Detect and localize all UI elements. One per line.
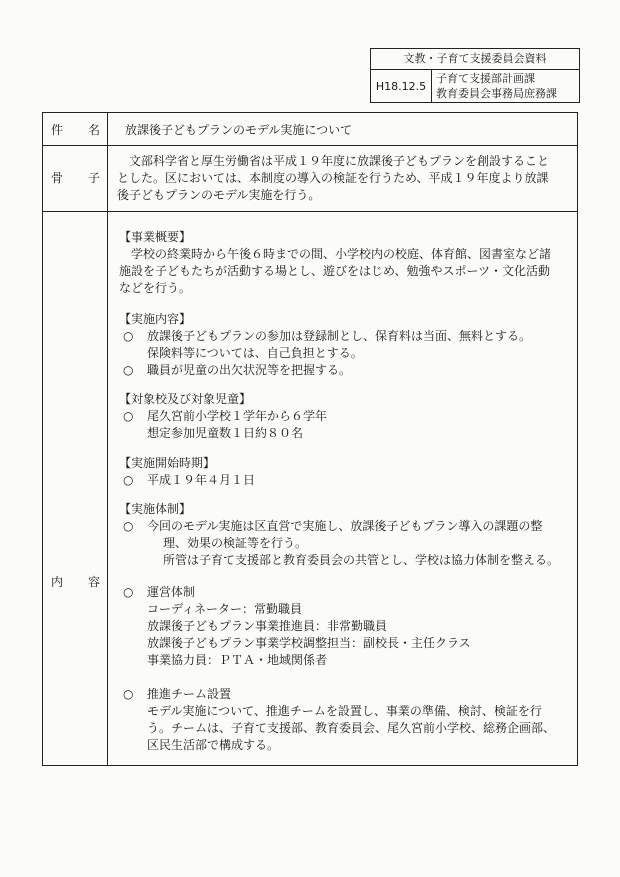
main-table — [42, 112, 578, 766]
circle-bullet-icon: ○ — [123, 473, 134, 487]
list-item: ○ 推進チーム設置 モデル実施について、推進チームを設置し、事業の準備、検討、検証を行 う。チームは、子育て支援部、教育委員会、尾久宮前小学校、総務企画部、 区民生活部で構成する。 — [123, 687, 556, 752]
target-section — [119, 391, 569, 442]
committee-material-title: 文教・子育て支援委員会資料 — [371, 49, 579, 70]
summary-content — [107, 145, 577, 211]
department-name: 子育て支援部計画課 — [436, 72, 535, 85]
section-heading: 【対象校及び対象児童】 — [119, 392, 252, 406]
document-header-box — [370, 48, 580, 103]
list-item: ○ 平成１９年４月１日 — [123, 473, 256, 487]
department-name: 教育委員会事務局庶務課 — [436, 87, 557, 100]
label-cell — [43, 113, 108, 145]
circle-bullet-icon: ○ — [123, 519, 134, 533]
subject-content — [107, 113, 577, 145]
summary-row — [43, 145, 577, 212]
department-list — [432, 70, 579, 102]
content-body — [107, 211, 577, 765]
section-heading: 【実施内容】 — [119, 312, 192, 326]
section-heading: 【実施開始時期】 — [119, 456, 216, 470]
circle-bullet-icon: ○ — [123, 409, 134, 423]
list-item: ○ 運営体制 コーディネーター：常勤職員 放課後子どもプラン事業推進員：非常勤職員 放課後子どもプラン事業学校調整担当：副校長・主任クラス 事業協力員：ＰＴＡ・地域関係者 — [123, 585, 471, 667]
circle-bullet-icon: ○ — [123, 585, 134, 599]
list-item: ○ 職員が児童の出欠状況等を把握する。 — [123, 363, 352, 377]
section-heading: 【事業概要】 — [119, 230, 192, 244]
section-heading: 【実施体制】 — [119, 502, 192, 516]
label-cell — [43, 211, 108, 765]
header-info-row — [371, 70, 579, 102]
label-cell — [43, 145, 108, 211]
list-item: ○ 放課後子どもプランの参加は登録制とし、保育料は当面、無料とする。 保険料等については、自己負担とする。 — [123, 329, 532, 360]
system-section — [119, 501, 569, 754]
summary-paragraph: 文部科学省と厚生労働省は平成１９年度に放課後子どもプランを創設すること とした。区においては、本制度の導入の検証を行うため、平成１９年度より放課 後子どもプランのモデル実施を行う。 — [117, 154, 550, 202]
implementation-section — [119, 311, 569, 379]
subject-label: 件 名 — [51, 123, 100, 137]
content-row — [43, 211, 577, 765]
start-section — [119, 455, 569, 489]
content-label: 内 容 — [51, 575, 100, 589]
subject-row — [43, 113, 577, 146]
subject-text: 放課後子どもプランのモデル実施について — [125, 123, 353, 137]
circle-bullet-icon: ○ — [123, 329, 134, 343]
circle-bullet-icon: ○ — [123, 687, 134, 701]
list-item: ○ 尾久宮前小学校１学年から６学年 想定参加児童数１日約８０名 — [123, 409, 328, 440]
document-date: H18.12.5 — [371, 70, 432, 102]
circle-bullet-icon: ○ — [123, 363, 134, 377]
overview-section: 【事業概要】 学校の終業時から午後６時までの間、小学校内の校庭、体育館、図書室など諸 施設を子どもたちが活動する場とし、遊びをはじめ、勉強やスポーツ・文化活動 などを行う。 — [119, 229, 569, 297]
list-item: ○ 今回のモデル実施は区直営で実施し、放課後子どもプラン導入の課題の整 理、効果の検証等を行う。 所管は子育て支援部と教育委員会の共管とし、学校は協力体制を整える。 — [123, 519, 560, 567]
summary-label: 骨 子 — [51, 171, 100, 185]
